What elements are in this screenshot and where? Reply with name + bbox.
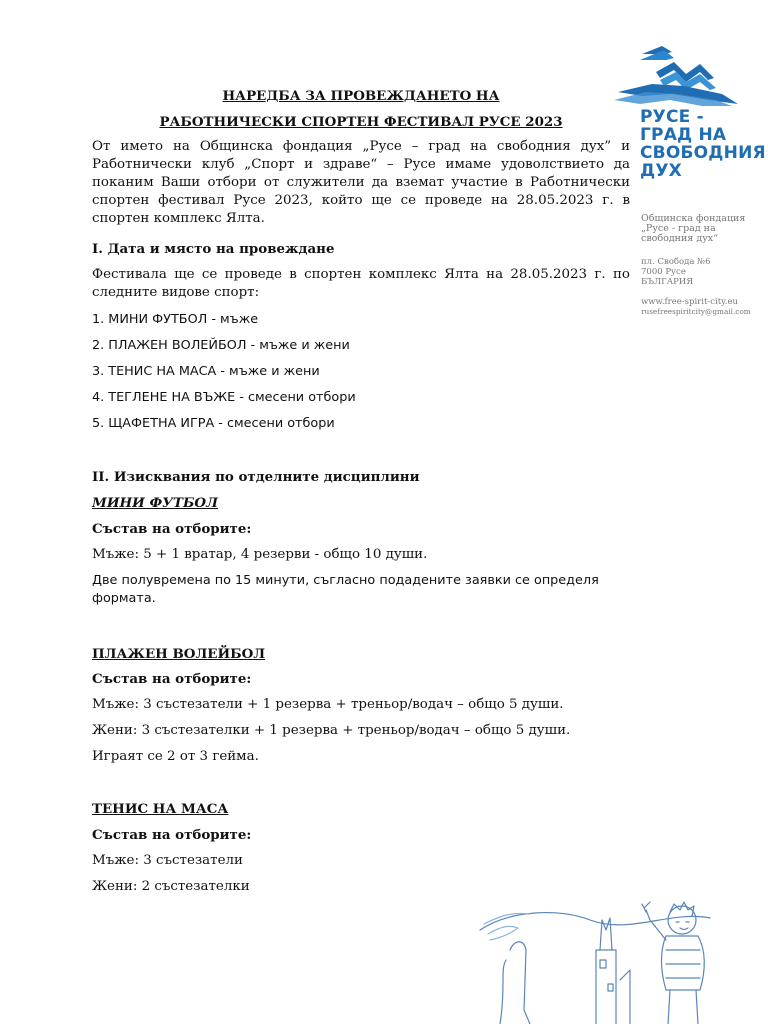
section-2-heading: II. Изисквания по отделните дисциплини: [92, 469, 420, 485]
volleyball-games: Играят се 2 от 3 гейма.: [92, 749, 259, 764]
footer-illustration-icon: [470, 890, 750, 1024]
sport-item: 1. МИНИ ФУТБОЛ - мъже: [92, 312, 259, 327]
title-line-1: НАРЕДБА ЗА ПРОВЕЖДАНЕТО НА: [222, 88, 500, 104]
table-tennis-women: Жени: 2 състезателки: [92, 879, 250, 894]
table-tennis-teams-label: Състав на отборите:: [92, 827, 252, 843]
section-1-heading: I. Дата и място на провеждане: [92, 241, 335, 257]
address-info: [641, 257, 711, 287]
logo-line: ГРАД НА: [640, 125, 727, 145]
title-line-2: РАБОТНИЧЕСКИ СПОРТЕН ФЕСТИВАЛ РУСЕ 2023: [159, 114, 563, 130]
section-1-text: Фестивала ще се проведе в спортен комплекс Ялта на 28.05.2023 г. по следните видове спорт:: [92, 267, 630, 300]
org-line: Общинска фондация: [641, 213, 746, 224]
football-halves: Две полувремена по 15 минути, съгласно подадените заявки се определя формата.: [92, 573, 599, 606]
logo-line: ДУХ: [640, 161, 682, 181]
football-title: МИНИ ФУТБОЛ: [92, 495, 218, 511]
contact-info: [641, 297, 751, 317]
address-line: 7000 Русе: [641, 267, 686, 277]
volleyball-men: Мъже: 3 състезатели + 1 резерва + треньор/водач – общо 5 души.: [92, 697, 564, 712]
table-tennis-men: Мъже: 3 състезатели: [92, 853, 243, 868]
logo-wave-icon: [612, 42, 742, 106]
logo-wordmark: [640, 108, 766, 180]
email-link[interactable]: rusefreespiritcity@gmail.com: [641, 307, 751, 316]
volleyball-women: Жени: 3 състезателки + 1 резерва + треньор/водач – общо 5 души.: [92, 723, 571, 738]
sport-item: 2. ПЛАЖЕН ВОЛЕЙБОЛ - мъже и жени: [92, 338, 350, 353]
intro-paragraph: От името на Общинска фондация „Русе – град на свободния дух” и Работнически клуб „Спорт и здраве“ – Русе имаме удоволствието да поканим Ваши отбори от служители да вземат участие в Работнически спортен фестивал Русе 2023, който ще се проведе на 28.05.2023 г. в спортен комплекс Ялта.: [92, 139, 630, 226]
website-link[interactable]: www.free-spirit-city.eu: [641, 297, 739, 307]
logo-line: РУСЕ -: [640, 107, 704, 127]
volleyball-teams-label: Състав на отборите:: [92, 671, 252, 687]
org-line: „Русе - град на: [641, 223, 716, 234]
org-line: свободния дух“: [641, 233, 719, 244]
logo-line: СВОБОДНИЯ: [640, 143, 766, 163]
football-teams-label: Състав на отборите:: [92, 521, 252, 537]
org-info: [641, 214, 745, 244]
address-line: БЪЛГАРИЯ: [641, 277, 694, 287]
football-men: Мъже: 5 + 1 вратар, 4 резерви - общо 10 души.: [92, 547, 428, 562]
address-line: пл. Свобода №6: [641, 257, 711, 267]
volleyball-title: ПЛАЖЕН ВОЛЕЙБОЛ: [92, 646, 266, 662]
sport-item: 4. ТЕГЛЕНЕ НА ВЪЖЕ - смесени отбори: [92, 390, 356, 405]
sport-item: 3. ТЕНИС НА МАСА - мъже и жени: [92, 364, 320, 379]
sport-item: 5. ЩАФЕТНА ИГРА - смесени отбори: [92, 416, 335, 431]
table-tennis-title: ТЕНИС НА МАСА: [92, 801, 229, 817]
